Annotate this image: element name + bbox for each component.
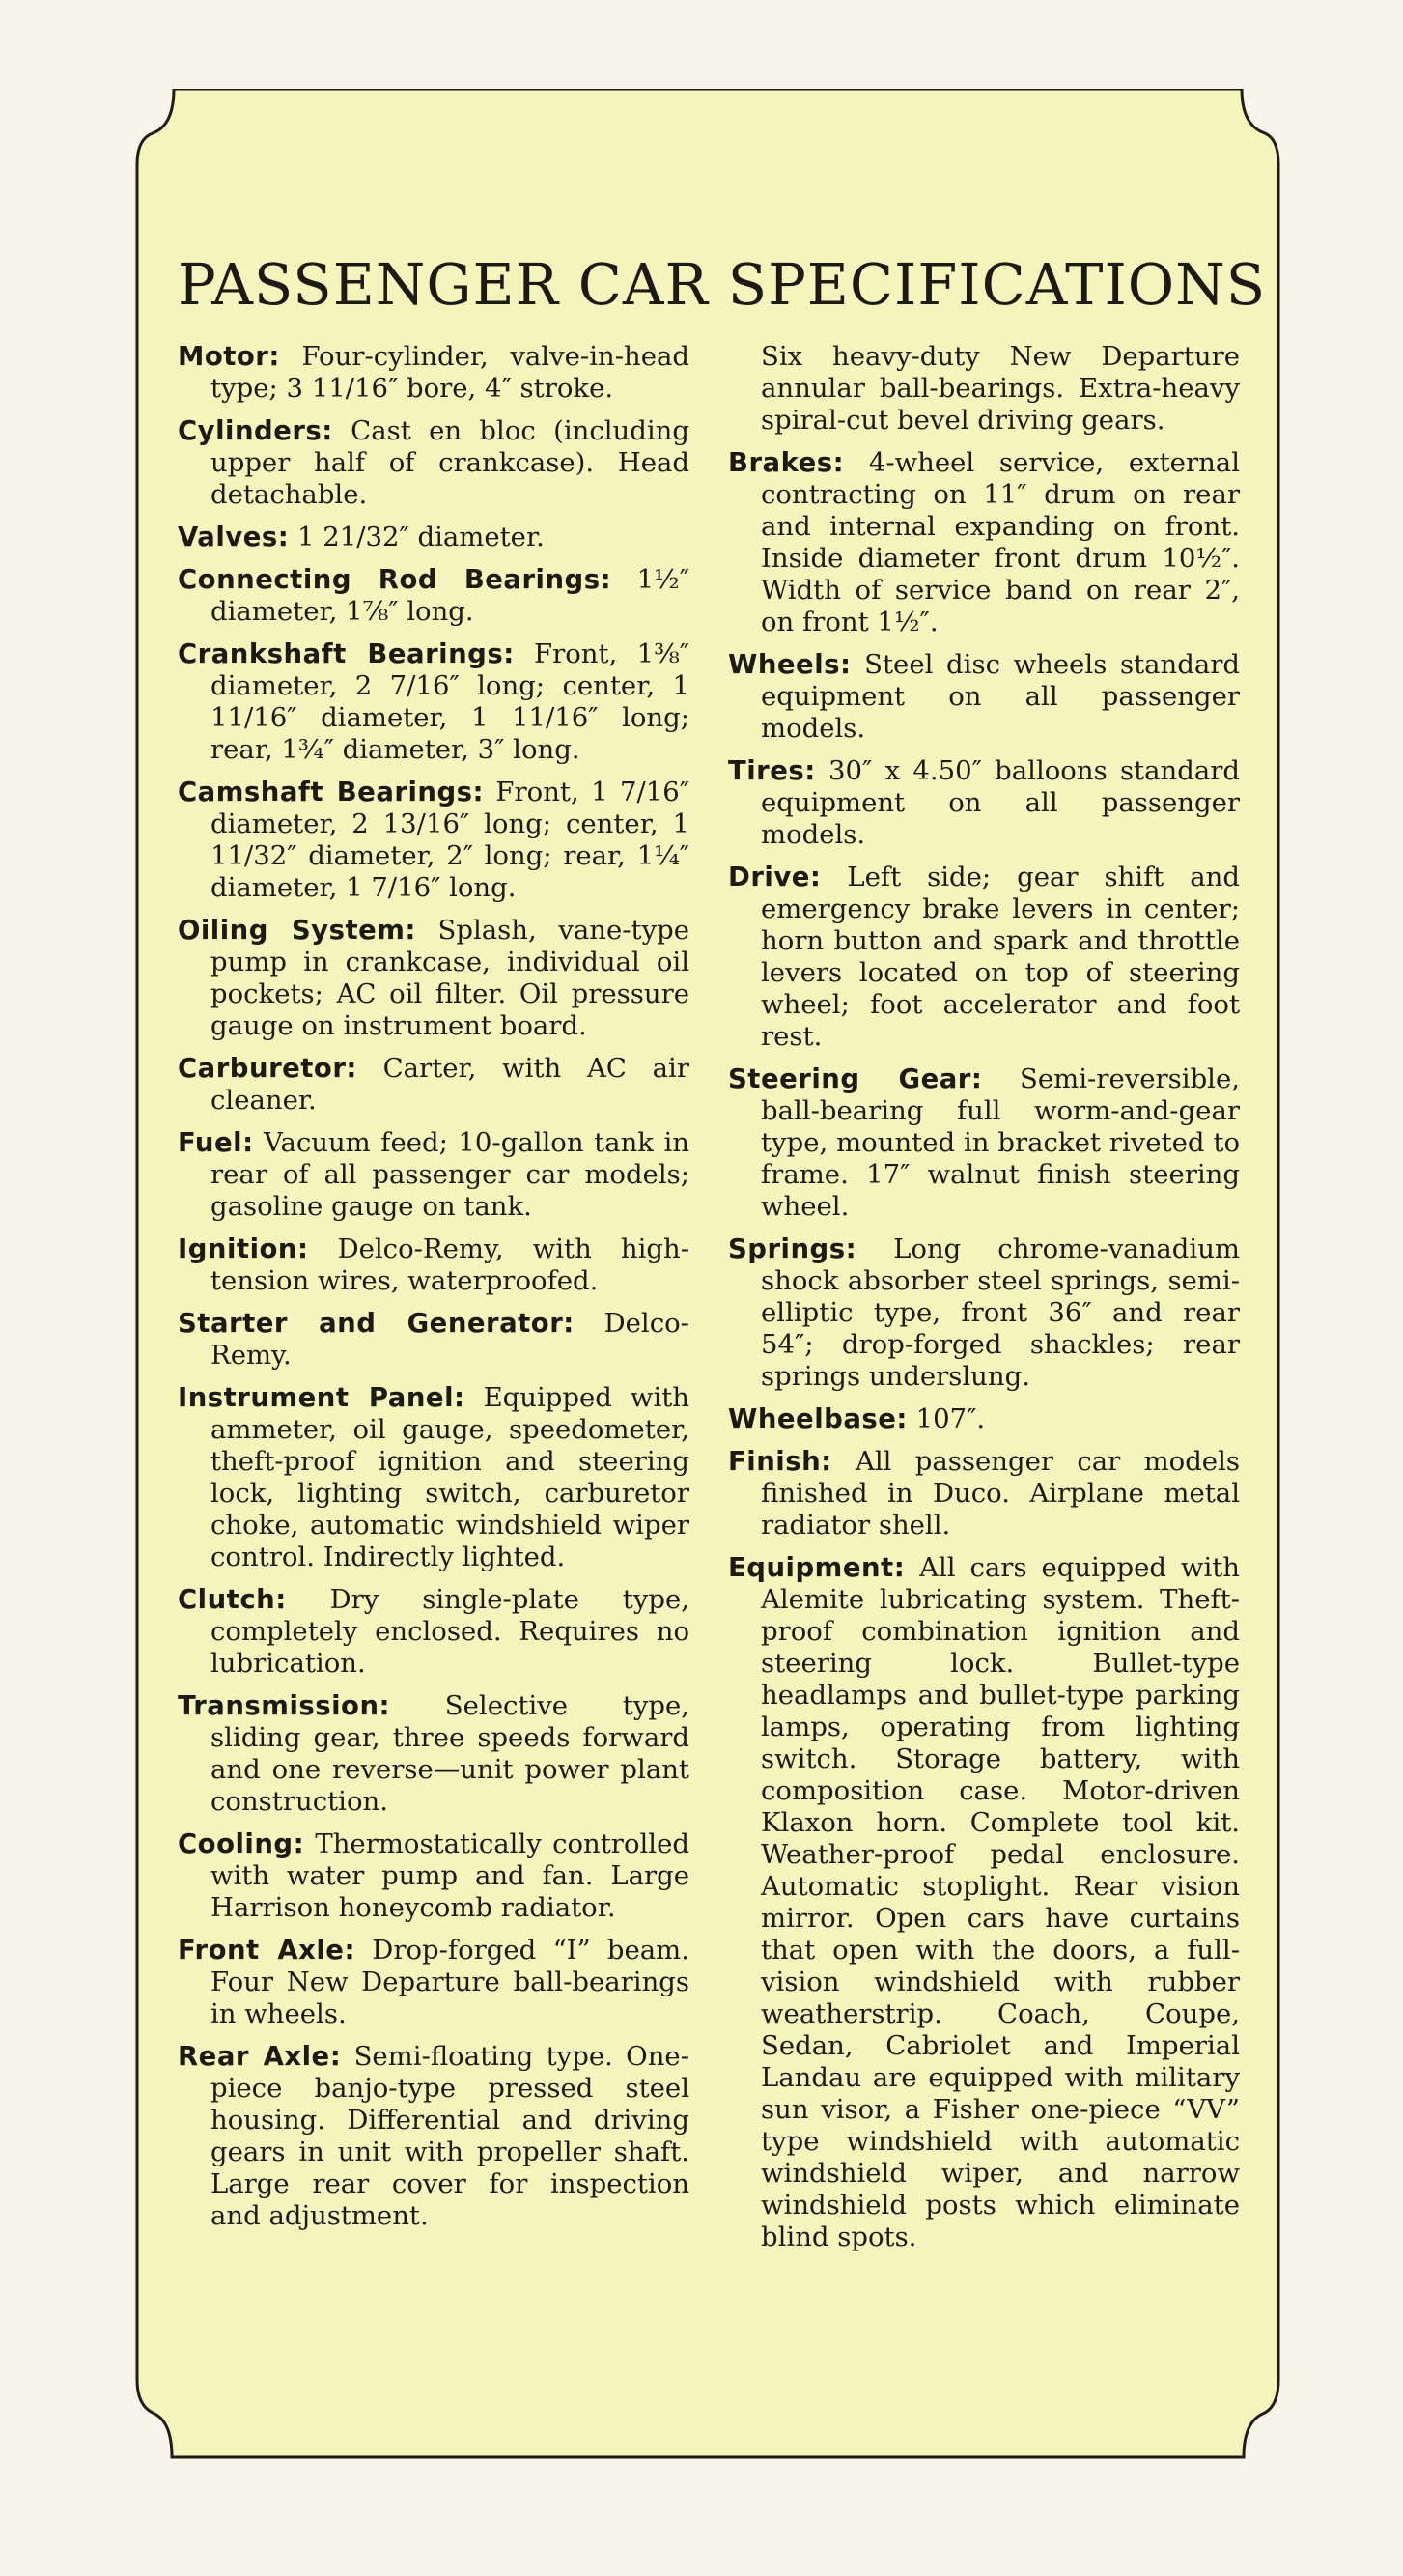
spec-label: Valves:: [178, 522, 290, 552]
spec-text: Steel disc wheels standard equipment on all passenger models.: [761, 649, 1240, 744]
spec-item-front-axle: [178, 1935, 689, 2030]
spec-label: Steering Gear:: [728, 1063, 983, 1094]
spec-item-rear-axle: [178, 2041, 689, 2232]
spec-item-starter-and-generator: [178, 1308, 689, 1372]
spec-label: Rear Axle:: [178, 2041, 342, 2072]
spec-text: Left side; gear shift and emergency brake levers in center; horn button and spark and throttle levers located on top of steering wheel; foot accelerator and foot rest.: [761, 862, 1240, 1052]
spec-item-springs: [728, 1233, 1240, 1393]
spec-label: Equipment:: [728, 1552, 906, 1583]
spec-item-cooling: [178, 1828, 689, 1924]
spec-text: Semi-floating type. One-piece banjo-type pressed steel housing. Differential and driving gears in unit with propeller shaft. Large rear cover for inspection and adjustment.: [210, 2041, 689, 2231]
spec-text: Selective type, sliding gear, three speeds forward and one reverse—unit power plant construction.: [210, 1690, 689, 1817]
spec-label: Front Axle:: [178, 1935, 355, 1966]
spec-text: 4-wheel service, external contracting on 11″ drum on rear and internal expanding on front. Inside diameter front drum 10½″. Width of service band on rear 2″, on front 1½″.: [761, 447, 1240, 637]
spec-text: Front, 1 7/16″ diameter, 2 13/16″ long; center, 1 11/32″ diameter, 2″ long; rear, 1¼″ diameter, 1 7/16″ long.: [210, 777, 689, 903]
spec-text: Delco-Remy, with high-tension wires, waterproofed.: [210, 1233, 689, 1296]
spec-item-tires: [728, 755, 1240, 851]
spec-text: All cars equipped with Alemite lubricating system. Theft-proof combination ignition and steering lock. Bullet-type headlamps and bullet-type parking lamps, operating from lighting switch. Storage battery, with composition case. Motor-driven Klaxon horn. Complete tool kit. Weather-proof pedal enclosure. Automatic stoplight. Rear vision mirror. Open cars have curtains that open with the doors, a full-vision windshield with rubber weatherstrip. Coach, Coupe, Sedan, Cabriolet and Imperial Landau are equipped with military sun visor, a Fisher one-piece “VV” type windshield with automatic windshield wiper, and narrow windshield posts which eliminate blind spots.: [761, 1552, 1240, 2252]
spec-item-steering-gear: [728, 1063, 1240, 1223]
spec-text: 1 21/32″ diameter.: [296, 522, 545, 552]
spec-label: Finish:: [728, 1446, 832, 1477]
spec-label: Cylinders:: [178, 415, 333, 446]
spec-columns: [178, 341, 1240, 2264]
spec-label: Starter and Generator:: [178, 1308, 575, 1339]
spec-text: Semi-reversible, ball-bearing full worm-and-gear type, mounted in bracket riveted to frame. 17″ walnut finish steering wheel.: [761, 1063, 1240, 1222]
right-column: [728, 341, 1240, 2264]
spec-text: Four-cylinder, valve-in-head type; 3 11/16″ bore, 4″ stroke.: [210, 341, 689, 404]
spec-label: Crankshaft Bearings:: [178, 638, 515, 669]
spec-label: Tires:: [728, 755, 816, 786]
spec-item-instrument-panel: [178, 1382, 689, 1573]
spec-item-cylinders: [178, 415, 689, 511]
spec-item-clutch: [178, 1584, 689, 1680]
spec-content: [178, 251, 1267, 2264]
spec-item-ignition: [178, 1233, 689, 1297]
spec-text: Long chrome-vanadium shock absorber steel springs, semi-elliptic type, front 36″ and rear 54″; drop-forged shackles; rear springs underslung.: [761, 1233, 1240, 1392]
spec-label: Springs:: [728, 1233, 857, 1264]
spec-label: Wheels:: [728, 649, 852, 680]
rear-axle-continuation: Six heavy-duty New Departure annular ball-bearings. Extra-heavy spiral-cut bevel driving gears.: [761, 341, 1240, 436]
spec-item-equipment: [728, 1552, 1240, 2253]
spec-item-crankshaft-bearings: [178, 638, 689, 766]
spec-text: Drop-forged “I” beam. Four New Departure ball-bearings in wheels.: [210, 1935, 689, 2029]
spec-label: Connecting Rod Bearings:: [178, 564, 612, 595]
spec-text: Splash, vane-type pump in crankcase, individual oil pockets; AC oil filter. Oil pressure gauge on instrument board.: [210, 915, 689, 1041]
spec-item-connecting-rod-bearings: [178, 564, 689, 628]
spec-item-camshaft-bearings: [178, 777, 689, 904]
spec-text: All passenger car models finished in Duco. Airplane metal radiator shell.: [761, 1446, 1240, 1541]
spec-item-brakes: [728, 447, 1240, 638]
spec-label: Ignition:: [178, 1233, 309, 1264]
spec-text: Front, 1⅜″ diameter, 2 7/16″ long; center, 1 11/16″ diameter, 1 11/16″ long; rear, 1¾″ diameter, 3″ long.: [210, 638, 690, 765]
spec-item-fuel: [178, 1127, 689, 1223]
spec-label: Camshaft Bearings:: [178, 777, 485, 807]
spec-item-wheelbase: [728, 1403, 1240, 1435]
spec-text: Thermostatically controlled with water pump and fan. Large Harrison honeycomb radiator.: [210, 1828, 689, 1923]
spec-label: Brakes:: [728, 447, 845, 478]
spec-label: Carburetor:: [178, 1053, 357, 1084]
page-title: PASSENGER CAR SPECIFICATIONS: [178, 251, 1267, 318]
spec-text: 30″ x 4.50″ balloons standard equipment on all passenger models.: [761, 755, 1240, 850]
spec-text: Vacuum feed; 10-gallon tank in rear of all passenger car models; gasoline gauge on tank.: [210, 1127, 689, 1222]
spec-text: Dry single-plate type, completely enclosed. Requires no lubrication.: [210, 1584, 690, 1679]
spec-label: Transmission:: [178, 1690, 391, 1721]
spec-text: 107″.: [915, 1403, 986, 1434]
spec-label: Cooling:: [178, 1828, 305, 1859]
spec-text: Carter, with AC air cleaner.: [210, 1053, 689, 1116]
spec-item-motor: [178, 341, 689, 405]
spec-label: Clutch:: [178, 1584, 287, 1615]
spec-label: Motor:: [178, 341, 280, 372]
spec-label: Wheelbase:: [728, 1403, 908, 1434]
spec-item-transmission: [178, 1690, 689, 1818]
spec-label: Fuel:: [178, 1127, 254, 1158]
left-column: [178, 341, 689, 2264]
spec-text: 1½″ diameter, 1⅞″ long.: [210, 564, 689, 627]
spec-label: Oiling System:: [178, 915, 416, 946]
spec-item-carburetor: [178, 1053, 689, 1117]
spec-text: Delco-Remy.: [210, 1308, 689, 1371]
spec-label: Instrument Panel:: [178, 1382, 465, 1413]
spec-text: Cast en bloc (including upper half of crankcase). Head detachable.: [210, 415, 689, 510]
spec-text: Equipped with ammeter, oil gauge, speedometer, theft-proof ignition and steering lock, lighting switch, carburetor choke, automatic windshield wiper control. Indirectly lighted.: [210, 1382, 689, 1572]
spec-panel: [114, 89, 1302, 2460]
spec-item-oiling-system: [178, 915, 689, 1042]
spec-item-drive: [728, 862, 1240, 1053]
spec-item-valves: [178, 522, 689, 553]
spec-item-wheels: [728, 649, 1240, 745]
spec-label: Drive:: [728, 862, 822, 892]
spec-item-finish: [728, 1446, 1240, 1542]
